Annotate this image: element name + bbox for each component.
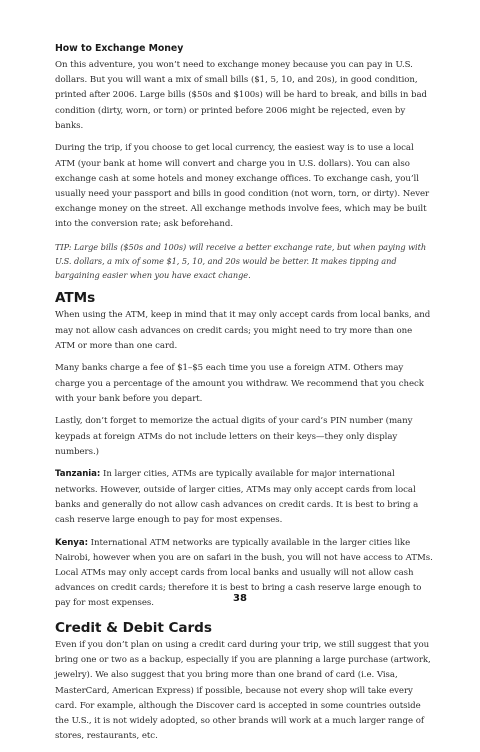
atms-paragraph-2: Many banks charge a fee of $1–$5 each time you use a foreign ATM. Others may charge you a percentage of the amount you withdraw. We recommend that you check with your bank before you depart. <box>55 363 424 404</box>
document-page <box>55 42 433 752</box>
kenya-label: Kenya: <box>55 537 88 548</box>
exchange-paragraph-1: On this adventure, you won’t need to exchange money because you can pay in U.S. dollars. But you will want a mix of small bills ($1, 5, 10, and 20s), in good condition, printed after 2006. Large bills ($50s and $100s) will be hard to break, and bills in bad condition (dirty, worn, or torn) or printed before 2006 might be rejected, even by banks. <box>55 60 428 131</box>
exchange-tip: TIP: Large bills ($50s and 100s) will receive a better exchange rate, but when paying with U.S. dollars, a mix of some $1, 5, 10, and 20s would be better. It makes tipping and bargaining easier when you have exact change. <box>55 242 427 281</box>
page-number: 38 <box>233 593 247 604</box>
atms-paragraph-3: Lastly, don’t forget to memorize the actual digits of your card’s PIN number (many keypads at foreign ATMs do not include letters on their keys—they only display numbers.) <box>55 416 413 457</box>
cards-paragraph-1: Even if you don’t plan on using a credit card during your trip, we still suggest that you bring one or two as a backup, especially if you are planning a large purchase (artwork, jewelry). We also suggest that you bring more than one brand of card (i.e. Visa, MasterCard, American Express) if possible, because not every shop will take every card. For example, although the Discover card is accepted in some countries outside the U.S., it is not widely adopted, so other brands will work at a much larger range of stores, restaurants, etc. <box>55 640 431 742</box>
exchange-paragraph-2: During the trip, if you choose to get local currency, the easiest way is to use a local ATM (your bank at home will convert and charge you in U.S. dollars). You can also exchange cash at some hotels and money exchange offices. To exchange cash, you’ll usually need your passport and bills in good condition (not worn, torn, or dirty). Never exchange money on the street. All exchange methods involve fees, which may be built into the conversion rate; ask beforehand. <box>55 143 430 230</box>
kenya-text: International ATM networks are typically available in the larger cities like Nairobi, however when you are on safari in the bush, you will not have access to ATMs. Local ATMs may only accept cards from local banks and usually will not allow cash advances on credit cards; therefore it is best to bring a cash reserve large enough to pay for most expenses. <box>55 537 433 609</box>
credit-debit-cards-heading: Credit & Debit Cards <box>55 620 212 637</box>
exchange-money-heading: How to Exchange Money <box>55 43 184 54</box>
tanzania-paragraph <box>55 467 433 528</box>
atms-paragraph-1: When using the ATM, keep in mind that it may only accept cards from local banks, and may not allow cash advances on credit cards; you might need to try more than one ATM or more than one card. <box>55 310 431 351</box>
tanzania-label: Tanzania: <box>55 469 101 480</box>
atms-heading: ATMs <box>55 290 96 307</box>
tanzania-text: In larger cities, ATMs are typically available for major international networks. However, outside of larger cities, ATMs may only accept cards from local banks and generally do not allow cash advances on credit cards. It is best to bring a cash reserve large enough to pay for most expenses. <box>55 469 419 526</box>
